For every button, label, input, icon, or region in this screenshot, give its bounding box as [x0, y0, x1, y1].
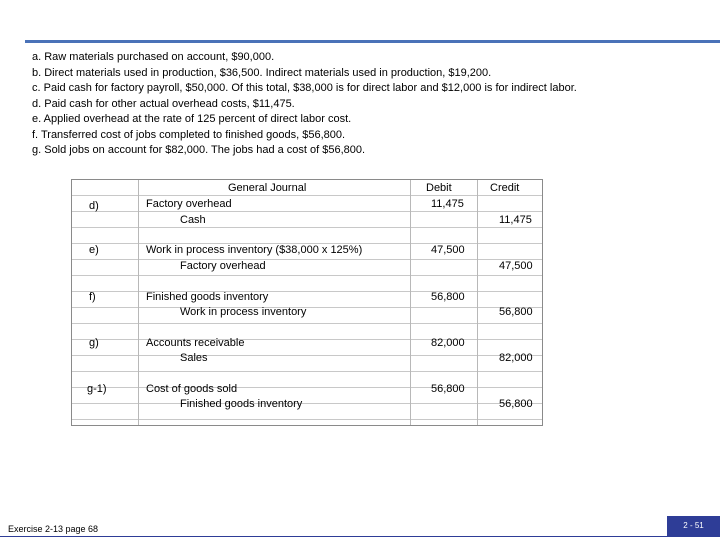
debit-account: Accounts receivable: [146, 337, 245, 349]
entry-ref: g-1): [87, 383, 107, 395]
entry-ref: d): [89, 200, 99, 212]
debit-header: Debit: [426, 182, 452, 194]
transaction-item: b. Direct materials used in production, $36,500. Indirect materials used in production, $19,200.: [32, 66, 492, 79]
transaction-item: d. Paid cash for other actual overhead costs, $11,475.: [32, 97, 295, 110]
transaction-list: [32, 50, 702, 159]
credit-amount: 82,000: [499, 352, 533, 364]
debit-account: Factory overhead: [146, 198, 232, 210]
transaction-item: c. Paid cash for factory payroll, $50,000. Of this total, $38,000 is for direct labor and $12,000 is for indirect labor.: [32, 82, 577, 94]
general-journal-table: [71, 179, 543, 426]
debit-account: Cost of goods sold: [146, 383, 238, 395]
journal-title: General Journal: [228, 182, 307, 194]
credit-account: Work in process inventory: [180, 306, 307, 318]
transaction-item: g. Sold jobs on account for $82,000. The jobs had a cost of $56,800.: [32, 144, 366, 156]
debit-amount: 82,000: [431, 337, 465, 349]
bottom-divider: [0, 536, 720, 537]
credit-account: Cash: [180, 214, 206, 226]
debit-amount: 47,500: [431, 244, 465, 256]
debit-amount: 11,475: [431, 198, 464, 210]
credit-amount: 56,800: [499, 306, 533, 318]
top-divider: [25, 40, 720, 43]
debit-account: Work in process inventory ($38,000 x 125%): [146, 244, 363, 256]
credit-account: Finished goods inventory: [180, 398, 303, 410]
credit-account: Sales: [180, 352, 208, 364]
credit-account: Factory overhead: [180, 260, 266, 272]
credit-header: Credit: [490, 182, 520, 194]
entry-ref: f): [89, 291, 96, 303]
transaction-item: e. Applied overhead at the rate of 125 percent of direct labor cost.: [32, 113, 352, 125]
slide-number-badge: 2 - 51: [667, 516, 720, 536]
entry-ref: e): [89, 244, 99, 256]
credit-amount: 47,500: [499, 260, 533, 272]
debit-amount: 56,800: [431, 291, 465, 303]
exercise-reference: Exercise 2-13 page 68: [8, 524, 99, 534]
credit-amount: 56,800: [499, 398, 533, 410]
debit-account: Finished goods inventory: [146, 291, 269, 303]
entry-ref: g): [89, 337, 99, 349]
credit-amount: 11,475: [499, 214, 532, 226]
debit-amount: 56,800: [431, 383, 465, 395]
transaction-item: a. Raw materials purchased on account, $90,000.: [32, 51, 275, 63]
transaction-item: f. Transferred cost of jobs completed to finished goods, $56,800.: [32, 128, 346, 141]
